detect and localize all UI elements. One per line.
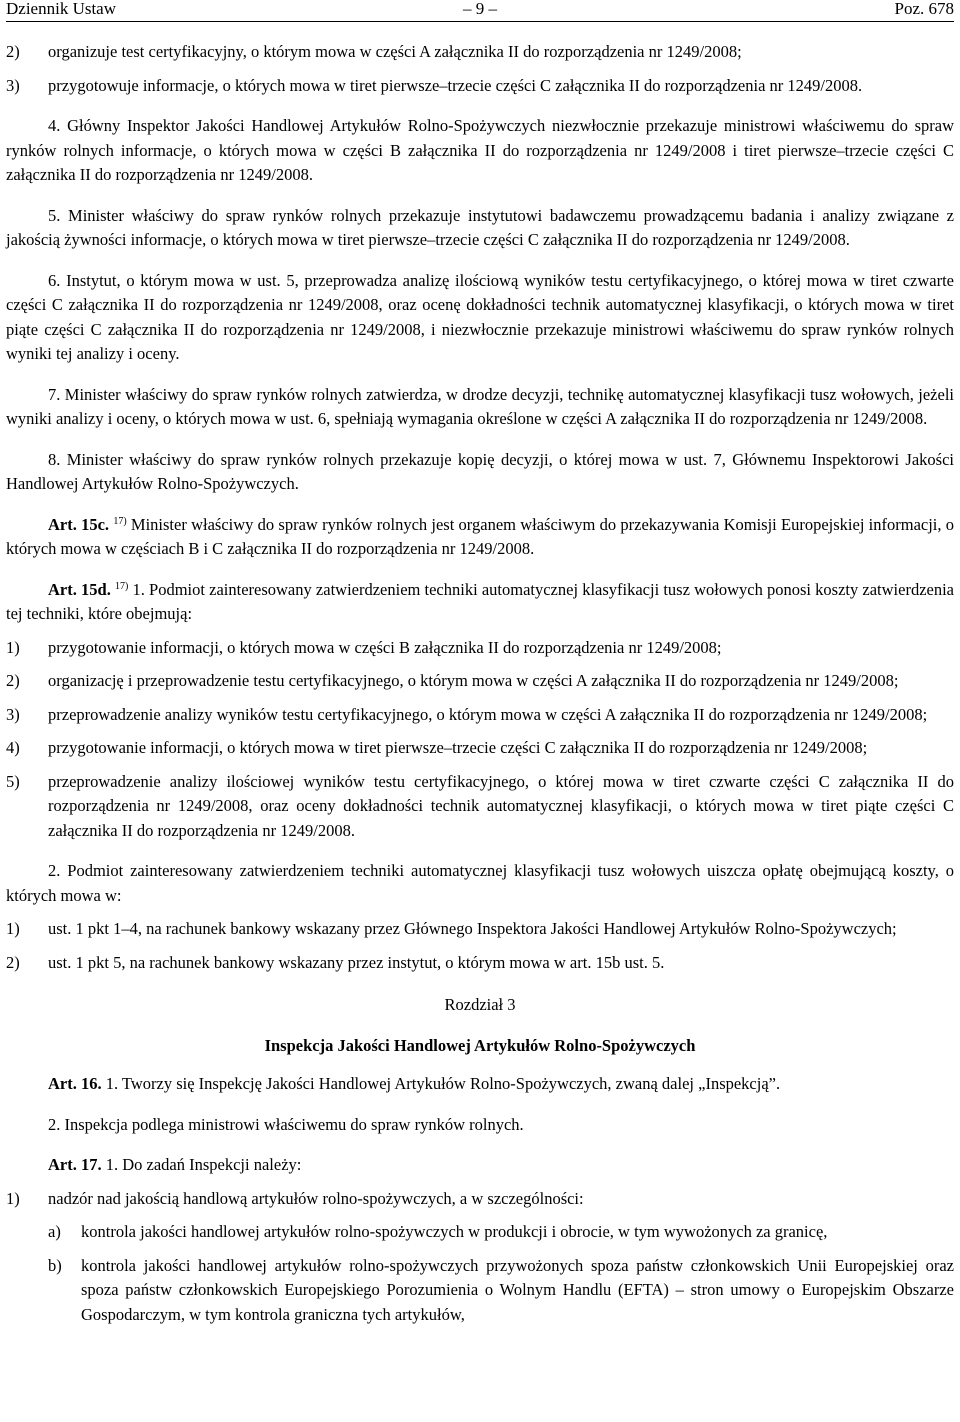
paragraph-15d-2: 2. Podmiot zainteresowany zatwierdzeniem techniki automatycznej klasyfikacji tusz wołowych uiszcza opłatę obejmującą koszty, o których mowa w: [6, 861, 954, 905]
chapter-number: Rozdział 3 [444, 995, 516, 1014]
article-15c: Art. 15c. $^{17)}$ Minister właściwy do spraw rynków rolnych jest organem właściwym do przekazywania Komisji Europejskiej informacji, o których mowa w częściach B i C załącznika II do rozporządzenia nr 1249/2008. [6, 514, 955, 558]
article-16: Art. 16. 1. Tworzy się Inspekcję Jakości Handlowej Artykułów Rolno-Spożywczych, zwaną dalej „Inspekcją”. [48, 1074, 781, 1093]
position-number: Poz. 678 [894, 0, 954, 18]
list-item: 2) organizuje test certyfikacyjny, o którym mowa w części A załącznika II do rozporządzenia nr 1249/2008; [6, 42, 742, 61]
list-item: 2) organizację i przeprowadzenie testu certyfikacyjnego, o którym mowa w części A załącznika II do rozporządzenia nr 1249/2008; [6, 671, 899, 690]
paragraph-6: 6. Instytut, o którym mowa w ust. 5, przeprowadza analizę ilościową wyników testu certyfikacyjnego, o której mowa w tiret czwarte części C załącznika II do rozporządzenia nr 1249/2008, oraz ocenę dokładności technik automatycznej klasyfikacji, o których mowa w tiret piąte części C załącznika II do rozporządzenia nr 1249/2008, i niezwłocznie przekazuje ministrowi właściwemu do spraw rynków rolnych wyniki tej analizy i oceny. [6, 270, 954, 363]
paragraph-7: 7. Minister właściwy do spraw rynków rolnych zatwierdza, w drodze decyzji, technikę automatycznej klasyfikacji tusz wołowych, jeżeli wyniki analizy i oceny, o których mowa w ust. 6, spełniają wymagania określone w części A załącznika II do rozporządzenia nr 1249/2008. [6, 384, 954, 428]
paragraph-4: 4. Główny Inspektor Jakości Handlowej Artykułów Rolno-Spożywczych niezwłocznie przekazuje ministrowi właściwemu do spraw rynków rolnych informacje, o których mowa w części B załącznika II do rozporządzenia nr 1249/2008 i tiret pierwsze–trzecie części C załącznika II do rozporządzenia nr 1249/2008. [6, 116, 954, 184]
list-item: 1) nadzór nad jakością handlową artykułów rolno-spożywczych, a w szczególności: [6, 1188, 584, 1208]
list-item: b) kontrola jakości handlowej artykułów rolno-spożywczych przywożonych spoza państw członkowskich Unii Europejskiej oraz spoza państw członkowskich Europejskiego Porozumienia o Wolnym Handlu (EFTA) – stron umowy o Europejskim Obszarze Gospodarczym, w tym kontrola graniczna tych artykułów, [48, 1255, 954, 1324]
list-item: 5) przeprowadzenie analizy ilościowej wyników testu certyfikacyjnego, o której mowa w tiret czwarte części C załącznika II do rozporządzenia nr 1249/2008, oraz oceny dokładności technik automatycznej klasyfikacji, o których mowa w tiret piąte części C załącznika II do rozporządzenia nr 1249/2008. [6, 771, 954, 840]
list-item: 3) przygotowuje informacje, o których mowa w tiret pierwsze–trzecie części C załącznika II do rozporządzenia nr 1249/2008. [6, 75, 863, 95]
article-16-2: 2. Inspekcja podlega ministrowi właściwemu do spraw rynków rolnych. [48, 1114, 524, 1134]
list-item: 4) przygotowanie informacji, o których mowa w tiret pierwsze–trzecie części C załącznika II do rozporządzenia nr 1249/2008; [6, 738, 868, 757]
paragraph-8: 8. Minister właściwy do spraw rynków rolnych przekazuje kopię decyzji, o której mowa w ust. 7, Głównemu Inspektorowi Jakości Handlowej Artykułów Rolno-Spożywczych. [6, 449, 954, 493]
article-15d: Art. 15d. $^{17)}$ 1. Podmiot zainteresowany zatwierdzeniem techniki automatycznej klasyfikacji tusz wołowych ponosi koszty zatwierdzenia tej techniki, które obejmują: [6, 579, 954, 623]
page-number: – 9 – [463, 0, 497, 18]
list-item: a) kontrola jakości handlowej artykułów rolno-spożywczych w produkcji i obrocie, w tym wywożonych za granicę, [48, 1222, 828, 1241]
list-item: 1) ust. 1 pkt 1–4, na rachunek bankowy wskazany przez Głównego Inspektora Jakości Handlowej Artykułów Rolno-Spożywczych; [6, 919, 897, 938]
chapter-title: Inspekcja Jakości Handlowej Artykułów Rolno-Spożywczych [264, 1035, 696, 1055]
list-item: 1) przygotowanie informacji, o których mowa w części B załącznika II do rozporządzenia nr 1249/2008; [6, 637, 722, 657]
list-item: 3) przeprowadzenie analizy wyników testu certyfikacyjnego, o którym mowa w części A załącznika II do rozporządzenia nr 1249/2008; [6, 704, 928, 724]
document-body [6, 40, 954, 1336]
paragraph-5: 5. Minister właściwy do spraw rynków rolnych przekazuje instytutowi badawczemu prowadzącemu badania i analizy związane z jakością żywności informacje, o których mowa w tiret pierwsze–trzecie części C załącznika II do rozporządzenia nr 1249/2008. [6, 205, 954, 249]
journal-title: Dziennik Ustaw [6, 0, 117, 18]
article-17: Art. 17. 1. Do zadań Inspekcji należy: [48, 1155, 302, 1174]
list-item: 2) ust. 1 pkt 5, na rachunek bankowy wskazany przez instytut, o którym mowa w art. 15b ust. 5. [6, 952, 665, 972]
page-header [6, 0, 954, 22]
